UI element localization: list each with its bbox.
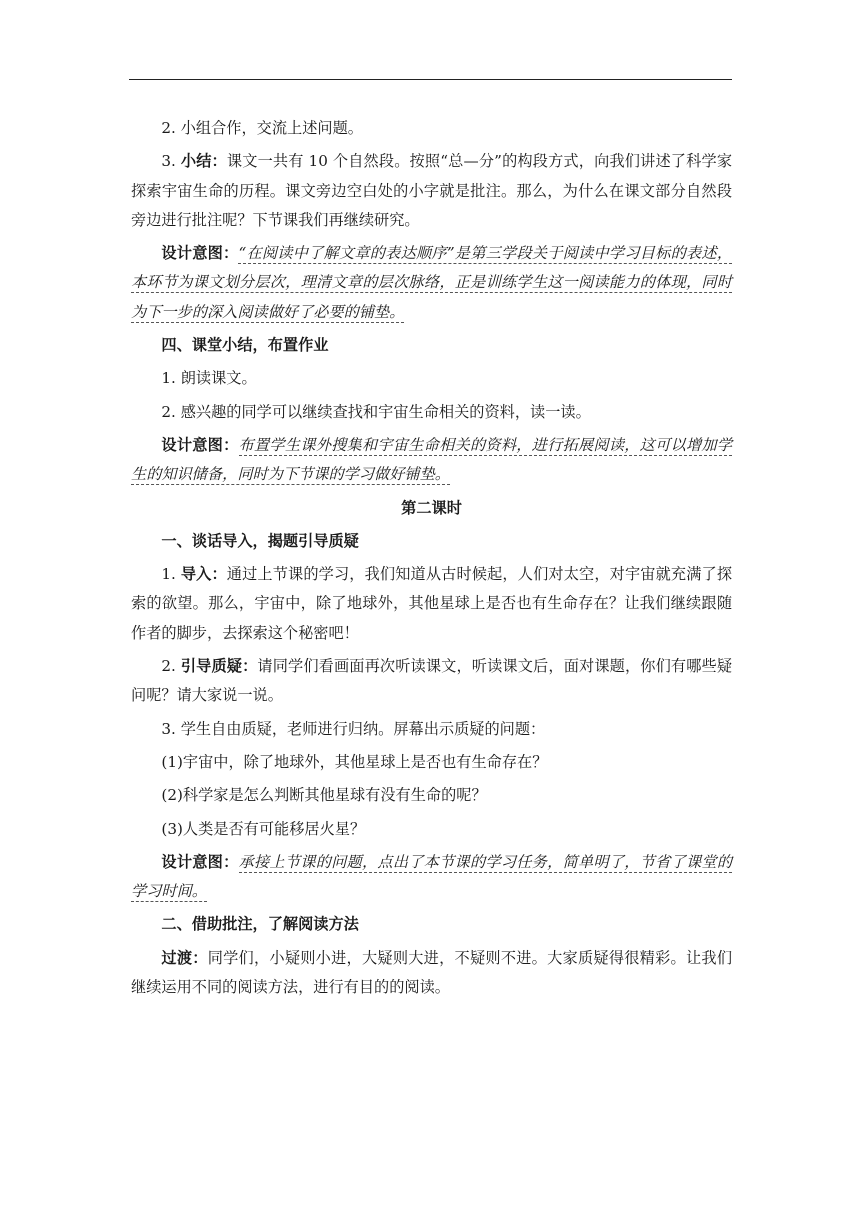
questioning-text: 请同学们看画面再次听读课文，听读课文后，面对课题，你们有哪些疑问呢？请大家说一说。 [131, 657, 733, 705]
design-intent-label: 设计意图： [161, 852, 239, 871]
header-rule [129, 79, 732, 80]
transition-text: 同学们，小疑则小进，大疑则大进，不疑则不进。大家质疑得很精彩。让我们继续运用不同的阅读方法，进行有目的的阅读。 [131, 948, 733, 997]
question-item-1: (1)宇宙中，除了地球外，其他星球上是否也有生命存在？ [161, 752, 548, 771]
document-body [131, 114, 732, 1006]
paragraph-number: 2. [161, 657, 181, 676]
questioning-label: 引导质疑： [180, 657, 258, 676]
section-heading-1: 一、谈话导入，揭题引导质疑 [161, 531, 359, 550]
paragraph-questioning [131, 652, 732, 711]
paragraph-number: 1. [161, 565, 181, 584]
design-intent-text: 承接上节课的问题，点出了本节课的学习任务，简单明了，节省了课堂的学习时间。 [131, 852, 733, 901]
question-item-3: (3)人类是否有可能移居火星？ [161, 819, 366, 838]
homework-item-1: 1. 朗读课文。 [161, 369, 257, 388]
homework-item-2: 2. 感兴趣的同学可以继续查找和宇宙生命相关的资料，读一读。 [161, 402, 591, 421]
paragraph-transition [131, 944, 732, 1003]
introduction-label: 导入： [180, 565, 227, 584]
design-intent-text: 布置学生课外搜集和宇宙生命相关的资料，进行拓展阅读，这可以增加学生的知识储备，同时为下节课的学习做好铺垫。 [131, 435, 733, 484]
question-item-2: (2)科学家是怎么判断其他星球有没有生命的呢？ [161, 786, 487, 805]
design-intent-1 [131, 239, 732, 327]
summary-label: 小结： [180, 152, 227, 171]
introduction-text: 通过上节课的学习，我们知道从古时候起，人们对太空，对宇宙就充满了探索的欲望。那么，宇宙中，除了地球外，其他星球上是否也有生命存在？让我们继续跟随作者的脚步，去探索这个秘密吧！ [131, 565, 733, 642]
lesson-title: 第二课时 [401, 498, 462, 517]
section-heading-4: 四、课堂小结，布置作业 [161, 336, 329, 355]
section-heading-2: 二、借助批注，了解阅读方法 [161, 915, 359, 934]
paragraph-introduction [131, 560, 732, 648]
design-intent-2 [131, 431, 732, 490]
design-intent-label: 设计意图： [161, 435, 239, 454]
design-intent-text: “在阅读中了解文章的表达顺序”是第三学段关于阅读中学习目标的表述，本环节为课文划分层次，理清文章的层次脉络，正是训练学生这一阅读能力的体现，同时为下一步的深入阅读做好了必要的铺垫。 [131, 244, 733, 321]
paragraph-group-discussion: 2. 小组合作，交流上述问题。 [161, 119, 363, 137]
design-intent-label: 设计意图： [161, 244, 239, 263]
paragraph-summary [131, 147, 732, 235]
summary-text: 课文一共有 10 个自然段。按照“总—分”的构段方式，向我们讲述了科学家探索宇宙生命的历程。课文旁边空白处的小字就是批注。那么，为什么在课文部分自然段旁边进行批注呢？下节课我们再继续研究。 [131, 152, 733, 229]
transition-label: 过渡： [161, 948, 208, 967]
paragraph-number: 3. [161, 152, 181, 171]
paragraph-student-questions: 3. 学生自由质疑，老师进行归纳。屏幕出示质疑的问题： [161, 719, 546, 738]
design-intent-3 [131, 848, 732, 907]
